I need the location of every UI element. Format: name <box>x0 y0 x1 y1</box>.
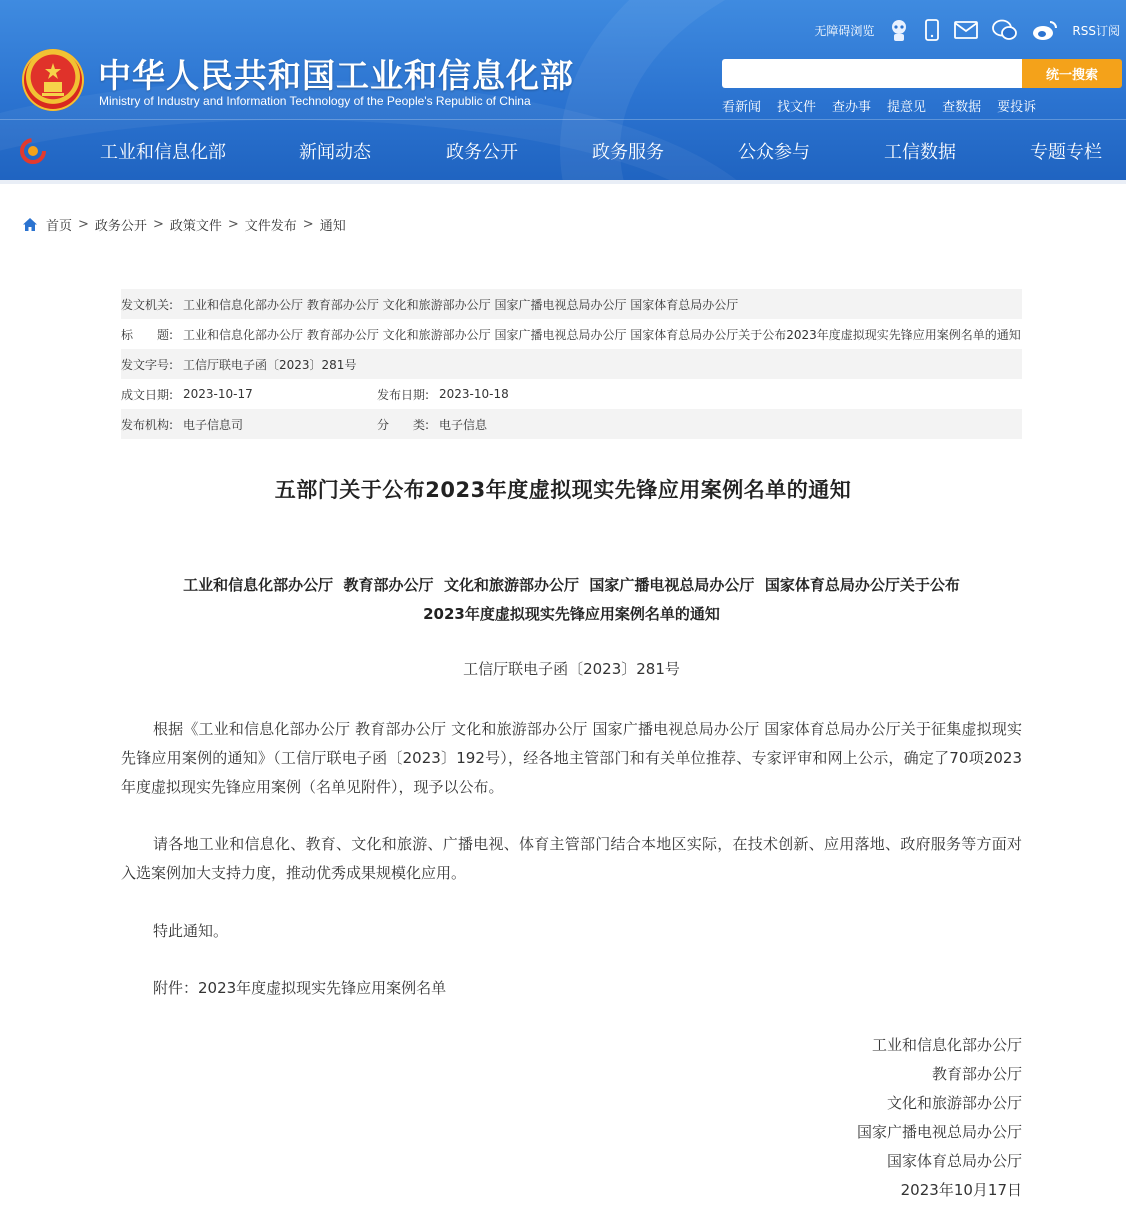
meta-row-org <box>121 409 1022 439</box>
breadcrumb-separator: > <box>78 217 89 232</box>
meta-category <box>377 416 487 433</box>
nav-divider <box>0 119 1126 120</box>
document-heading-line: 工业和信息化部办公厅 教育部办公厅 文化和旅游部办公厅 国家广播电视总局办公厅 国家体育总局办公厅关于公布 <box>183 576 960 594</box>
document-number: 工信厅联电子函〔2023〕281号 <box>463 660 680 678</box>
breadcrumb-home[interactable]: 首页 <box>46 219 73 234</box>
meta-label: 标 题: <box>121 327 174 342</box>
home-icon[interactable] <box>22 217 38 232</box>
document-heading <box>121 571 1022 629</box>
accessibility-link[interactable]: 无障碍浏览 <box>814 23 875 38</box>
quick-link-feedback[interactable]: 提意见 <box>887 100 927 115</box>
robot-assistant-icon[interactable] <box>888 16 910 44</box>
nav-item-ministry[interactable]: 工业和信息化部 <box>100 142 226 163</box>
meta-row-issuer <box>121 289 1022 319</box>
rss-link[interactable]: RSS订阅 <box>1072 23 1120 38</box>
nav-item-news[interactable]: 新闻动态 <box>299 142 371 163</box>
breadcrumb-separator: > <box>302 217 314 232</box>
nav-item-government-services[interactable]: 政务服务 <box>592 142 664 163</box>
top-links <box>814 16 1120 44</box>
quick-link-news[interactable]: 看新闻 <box>722 100 762 115</box>
quick-link-files[interactable]: 找文件 <box>777 100 817 115</box>
nav-item-public-participation[interactable]: 公众参与 <box>738 142 810 163</box>
mail-icon[interactable] <box>954 16 978 44</box>
meta-row-dates <box>121 379 1022 409</box>
site-header <box>0 0 1126 184</box>
meta-published <box>377 386 509 403</box>
quick-link-complaint[interactable]: 要投诉 <box>997 100 1037 115</box>
breadcrumb-notice[interactable]: 通知 <box>319 219 346 234</box>
body-paragraph: 请各地工业和信息化、教育、文化和旅游、广播电视、体育主管部门结合本地区实际，在技术创新、应用落地、政府服务等方面对入选案例加大支持力度，推动优秀成果规模化应用。 <box>121 835 1022 882</box>
document-date: 2023年10月17日 <box>900 1181 1022 1199</box>
meta-row-doc-number <box>121 349 1022 379</box>
document-metadata <box>121 289 1022 439</box>
breadcrumb-policy-documents[interactable]: 政策文件 <box>169 219 222 234</box>
meta-published-date: 2023-10-18 <box>439 387 509 401</box>
main-nav <box>0 134 1126 168</box>
national-emblem-icon[interactable] <box>22 49 84 111</box>
breadcrumb-separator: > <box>152 217 164 232</box>
weibo-icon[interactable] <box>1032 16 1058 44</box>
signatory: 国家广播电视总局办公厅 <box>856 1123 1022 1141</box>
meta-label: 发布日期: <box>377 387 430 402</box>
breadcrumb-file-release[interactable]: 文件发布 <box>244 219 297 234</box>
signatories <box>857 1031 1022 1205</box>
attachment-link[interactable]: 附件：2023年度虚拟现实先锋应用案例名单 <box>153 979 447 997</box>
header-bottom-border <box>0 180 1126 184</box>
breadcrumb <box>22 215 346 234</box>
nav-item-special-topics[interactable]: 专题专栏 <box>1030 142 1102 163</box>
meta-row-title <box>121 319 1022 349</box>
document-heading-line: 2023年度虚拟现实先锋应用案例名单的通知 <box>423 605 720 623</box>
meta-issuer: 工业和信息化部办公厅 教育部办公厅 文化和旅游部办公厅 国家广播电视总局办公厅 国家体育总局办公厅 <box>183 297 739 312</box>
meta-category-value: 电子信息 <box>439 417 488 432</box>
meta-org: 电子信息司 <box>183 417 244 432</box>
body-paragraph: 根据《工业和信息化部办公厅 教育部办公厅 文化和旅游部办公厅 国家广播电视总局办公厅 国家体育总局办公厅关于征集虚拟现实先锋应用案例的通知》（工信厅联电子函〔2023〕192号），经各地主管部门和有关单位推荐、专家评审和网上公示，确定了70项2023年度虚拟现实先锋应用案例（名单见附件），现予以公布。 <box>121 720 1022 796</box>
signatory: 文化和旅游部办公厅 <box>886 1094 1022 1112</box>
meta-label: 成文日期: <box>121 387 174 402</box>
quick-links <box>722 96 1036 115</box>
meta-label: 发布机构: <box>121 417 174 432</box>
breadcrumb-government-affairs[interactable]: 政务公开 <box>94 219 147 234</box>
signatory: 国家体育总局办公厅 <box>886 1152 1022 1170</box>
body-paragraph: 特此通知。 <box>153 922 229 940</box>
mobile-icon[interactable] <box>924 16 940 44</box>
meta-written-date: 2023-10-17 <box>183 387 253 401</box>
search-input[interactable] <box>722 59 1022 88</box>
quick-link-data[interactable]: 查数据 <box>942 100 982 115</box>
wechat-icon[interactable] <box>992 16 1018 44</box>
meta-doc-number: 工信厅联电子函〔2023〕281号 <box>183 357 357 372</box>
signatory: 教育部办公厅 <box>931 1065 1022 1083</box>
meta-label: 发文字号: <box>121 357 174 372</box>
quick-link-services[interactable]: 查办事 <box>832 100 872 115</box>
nav-item-government-affairs[interactable]: 政务公开 <box>446 142 518 163</box>
site-title[interactable]: 中华人民共和国工业和信息化部 <box>98 56 574 95</box>
nav-item-data[interactable]: 工信数据 <box>884 142 956 163</box>
meta-title: 工业和信息化部办公厅 教育部办公厅 文化和旅游部办公厅 国家广播电视总局办公厅 国家体育总局办公厅关于公布2023年度虚拟现实先锋应用案例名单的通知 <box>183 327 1021 342</box>
site-title-english: Ministry of Industry and Information Technology of the People's Republic of China <box>99 94 531 108</box>
meta-label: 发文机关: <box>121 297 174 312</box>
meta-label: 分 类: <box>377 417 430 432</box>
breadcrumb-separator: > <box>227 217 239 232</box>
search-button[interactable]: 统一搜索 <box>1022 59 1122 88</box>
signatory: 工业和信息化部办公厅 <box>871 1036 1022 1054</box>
article-title: 五部门关于公布2023年度虚拟现实先锋应用案例名单的通知 <box>274 478 852 502</box>
